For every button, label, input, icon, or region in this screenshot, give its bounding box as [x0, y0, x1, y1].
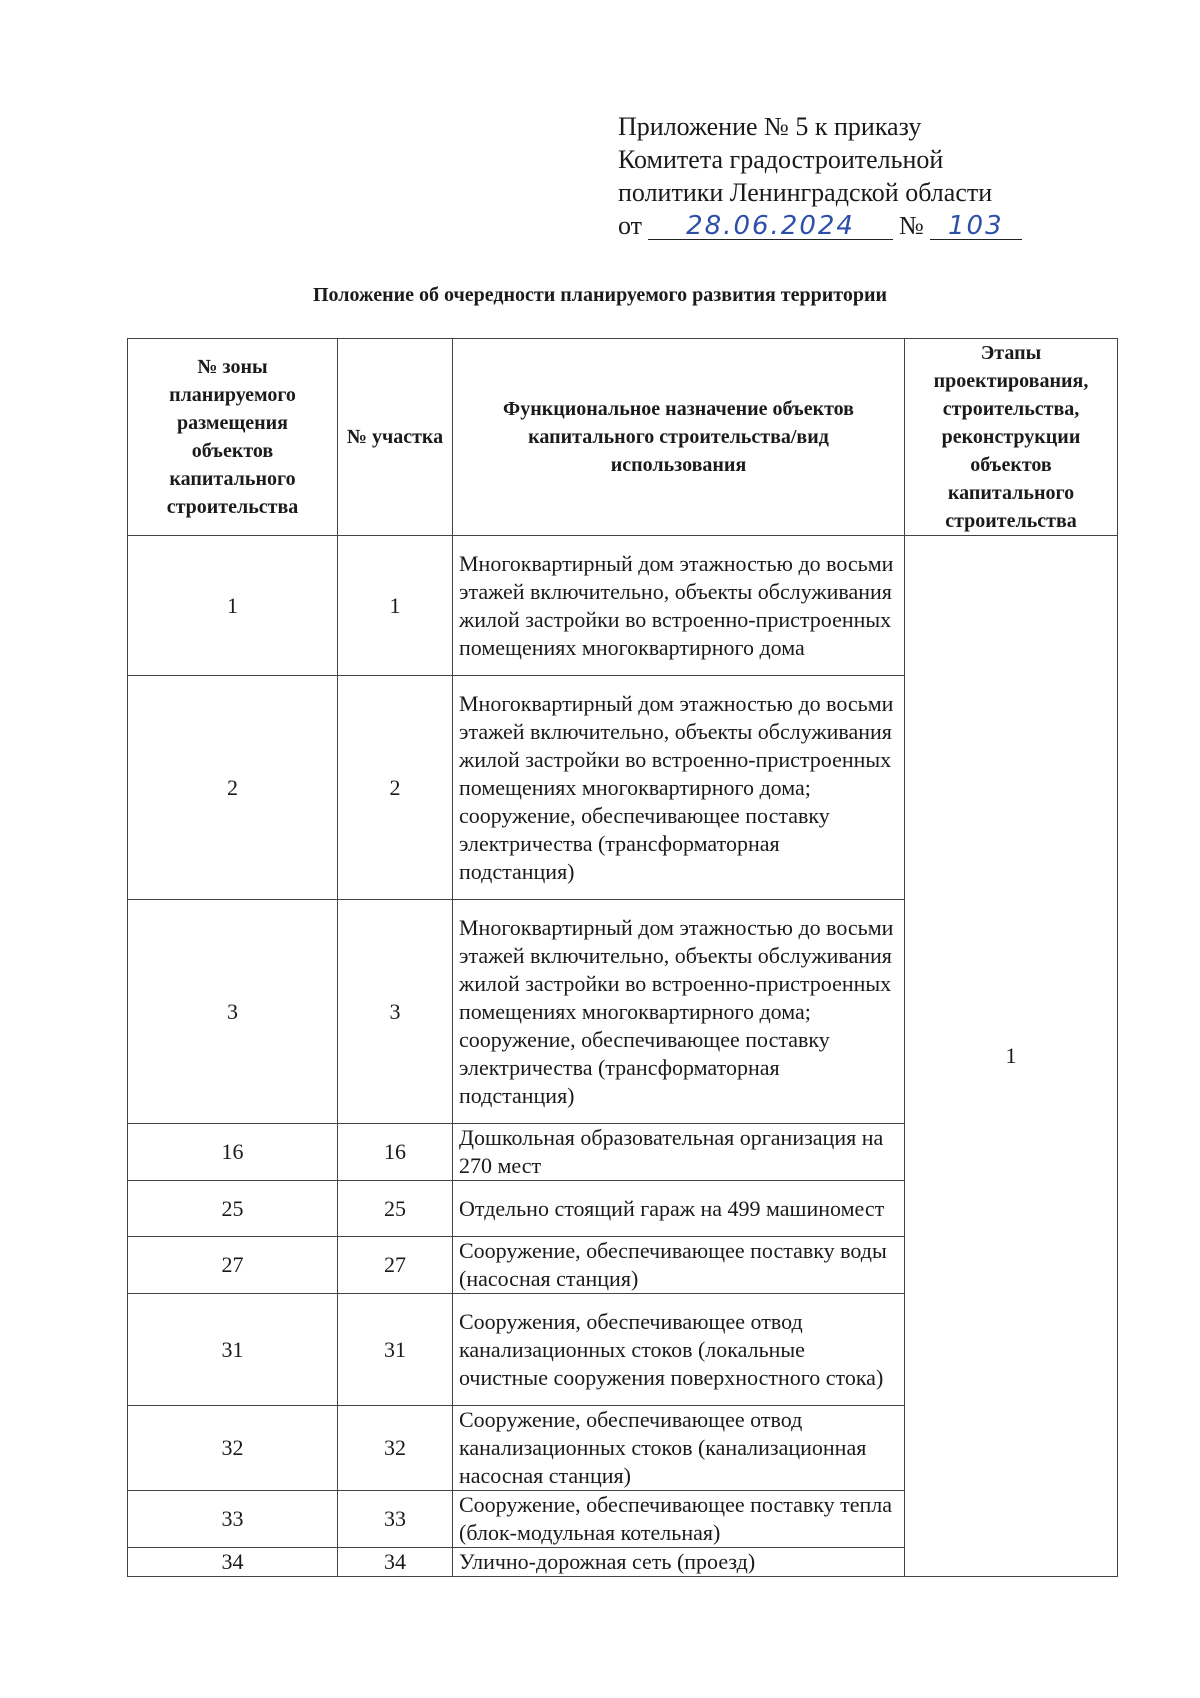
plot-number-cell: 2: [338, 676, 453, 900]
appendix-header: [618, 110, 1058, 242]
zone-number-cell: 1: [128, 536, 338, 676]
appendix-line-1: Приложение № 5 к приказу: [618, 112, 922, 141]
functional-purpose-cell: Отдельно стоящий гараж на 499 машиномест: [453, 1181, 905, 1237]
plot-number-cell: 32: [338, 1406, 453, 1491]
header-zone-number: № зоны планируемого размещения объектов капитального строительства: [128, 339, 338, 536]
document-title: Положение об очередности планируемого развития территории: [312, 284, 887, 306]
plot-number-cell: 27: [338, 1237, 453, 1294]
zone-number-cell: 32: [128, 1406, 338, 1491]
appendix-line-3: политики Ленинградской области: [618, 178, 993, 207]
zone-number-cell: 25: [128, 1181, 338, 1237]
plot-number-cell: 1: [338, 536, 453, 676]
order-date-number-line: [618, 209, 1058, 242]
functional-purpose-cell: Дошкольная образовательная организация на 270 мест: [453, 1124, 905, 1181]
functional-purpose-cell: Многоквартирный дом этажностью до восьми этажей включительно, объекты обслуживания жилой застройки во встроенно-пристроенных помещениях многоквартирного дома; сооружение, обеспечивающее поставку электричества (трансформаторная подстанция): [453, 676, 905, 900]
header-plot-number: № участка: [338, 339, 453, 536]
header-functional-purpose: Функциональное назначение объектов капитального строительства/вид использования: [453, 339, 905, 536]
functional-purpose-cell: Сооружения, обеспечивающее отвод канализационных стоков (локальные очистные сооружения поверхностного стока): [453, 1294, 905, 1406]
order-date-field: [648, 213, 893, 240]
zone-number-cell: 34: [128, 1548, 338, 1577]
functional-purpose-cell: Сооружение, обеспечивающее поставку воды (насосная станция): [453, 1237, 905, 1294]
functional-purpose-cell: Сооружение, обеспечивающее поставку тепла (блок-модульная котельная): [453, 1491, 905, 1548]
from-label: от: [618, 211, 643, 240]
table-header-row: [128, 339, 1118, 536]
functional-purpose-cell: Многоквартирный дом этажностью до восьми этажей включительно, объекты обслуживания жилой застройки во встроенно-пристроенных помещениях многоквартирного дома: [453, 536, 905, 676]
zone-number-cell: 31: [128, 1294, 338, 1406]
appendix-line-2: Комитета градостроительной: [618, 145, 944, 174]
zone-number-cell: 33: [128, 1491, 338, 1548]
header-stages: Этапы проектирования, строительства, реконструкции объектов капитального строительства: [905, 339, 1118, 536]
plot-number-cell: 34: [338, 1548, 453, 1577]
plot-number-cell: 25: [338, 1181, 453, 1237]
order-number-field: [930, 213, 1022, 240]
functional-purpose-cell: Многоквартирный дом этажностью до восьми этажей включительно, объекты обслуживания жилой застройки во встроенно-пристроенных помещениях многоквартирного дома; сооружение, обеспечивающее поставку электричества (трансформаторная подстанция): [453, 900, 905, 1124]
plot-number-cell: 31: [338, 1294, 453, 1406]
functional-purpose-cell: Улично-дорожная сеть (проезд): [453, 1548, 905, 1577]
plot-number-cell: 3: [338, 900, 453, 1124]
plot-number-cell: 16: [338, 1124, 453, 1181]
plot-number-cell: 33: [338, 1491, 453, 1548]
zone-number-cell: 27: [128, 1237, 338, 1294]
development-sequence-table: [127, 338, 1118, 1577]
table-row: [128, 536, 1118, 676]
order-number: 103: [948, 211, 1004, 241]
zone-number-cell: 2: [128, 676, 338, 900]
stage-cell: 1: [905, 536, 1118, 1577]
zone-number-cell: 3: [128, 900, 338, 1124]
zone-number-cell: 16: [128, 1124, 338, 1181]
order-date: 28.06.2024: [686, 211, 855, 241]
number-label: №: [899, 211, 924, 240]
functional-purpose-cell: Сооружение, обеспечивающее отвод канализационных стоков (канализационная насосная станция): [453, 1406, 905, 1491]
